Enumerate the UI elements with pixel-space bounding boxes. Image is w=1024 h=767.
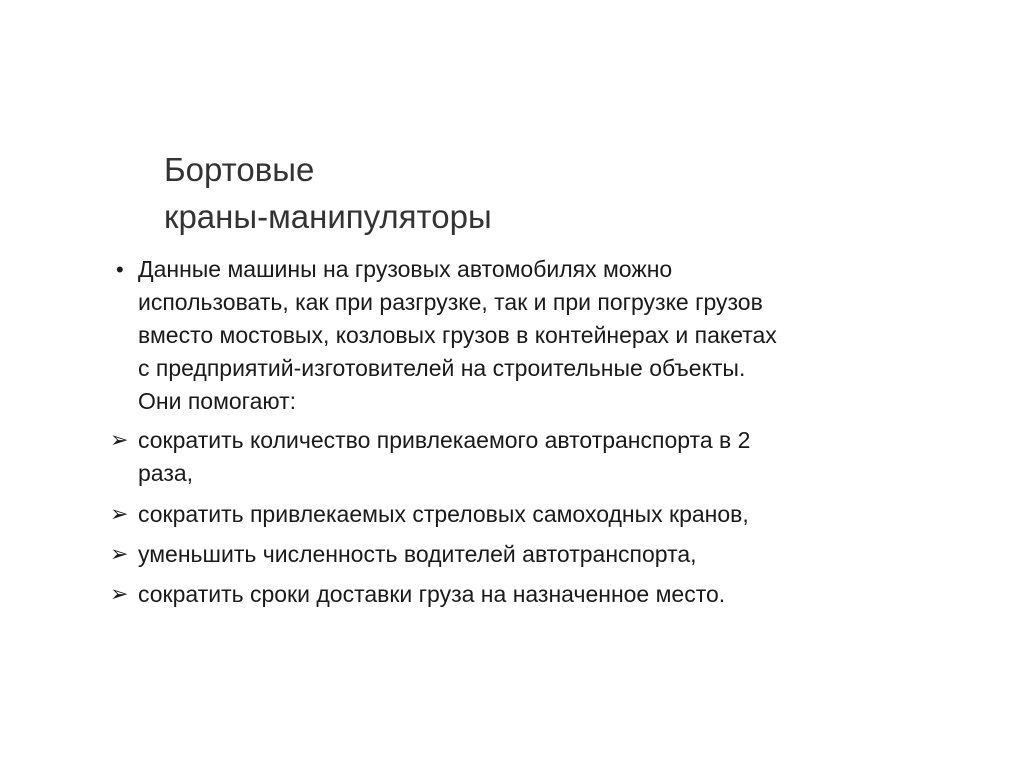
check-item-4 — [110, 578, 930, 611]
arrow-check-icon: ➢ — [110, 502, 129, 527]
title-line-1: Бортовые — [164, 151, 315, 188]
bullet-line-2: использовать, как при разгрузке, так и при погрузке грузов — [138, 289, 763, 315]
check-item-1-line-2: раза, — [138, 460, 194, 486]
check-item-1 — [110, 424, 930, 490]
bullet-dot-icon: • — [116, 257, 124, 282]
check-item-2-line-1: сократить привлекаемых стреловых самоходных кранов, — [138, 501, 749, 527]
check-item-4-line-1: сократить сроки доставки груза на назначенное место. — [138, 581, 726, 607]
arrow-check-icon: ➢ — [110, 582, 129, 607]
check-item-1-line-1: сократить количество привлекаемого автотранспорта в 2 — [138, 427, 751, 453]
check-item-2 — [110, 498, 930, 531]
arrow-check-icon: ➢ — [110, 542, 129, 567]
slide-title — [164, 146, 864, 240]
bullet-line-5: Они помогают: — [138, 388, 297, 414]
bullet-item — [110, 253, 930, 418]
bullet-line-4: с предприятий-изготовителей на строительные объекты. — [138, 355, 746, 381]
bullet-line-1: Данные машины на грузовых автомобилях можно — [138, 256, 673, 282]
arrow-check-icon: ➢ — [110, 428, 129, 453]
title-line-2: краны-манипуляторы — [164, 198, 492, 235]
slide-content — [110, 253, 930, 611]
bullet-line-3: вместо мостовых, козловых грузов в контейнерах и пакетах — [138, 322, 777, 348]
check-item-3 — [110, 538, 930, 571]
check-item-3-line-1: уменьшить численность водителей автотранспорта, — [138, 541, 697, 567]
